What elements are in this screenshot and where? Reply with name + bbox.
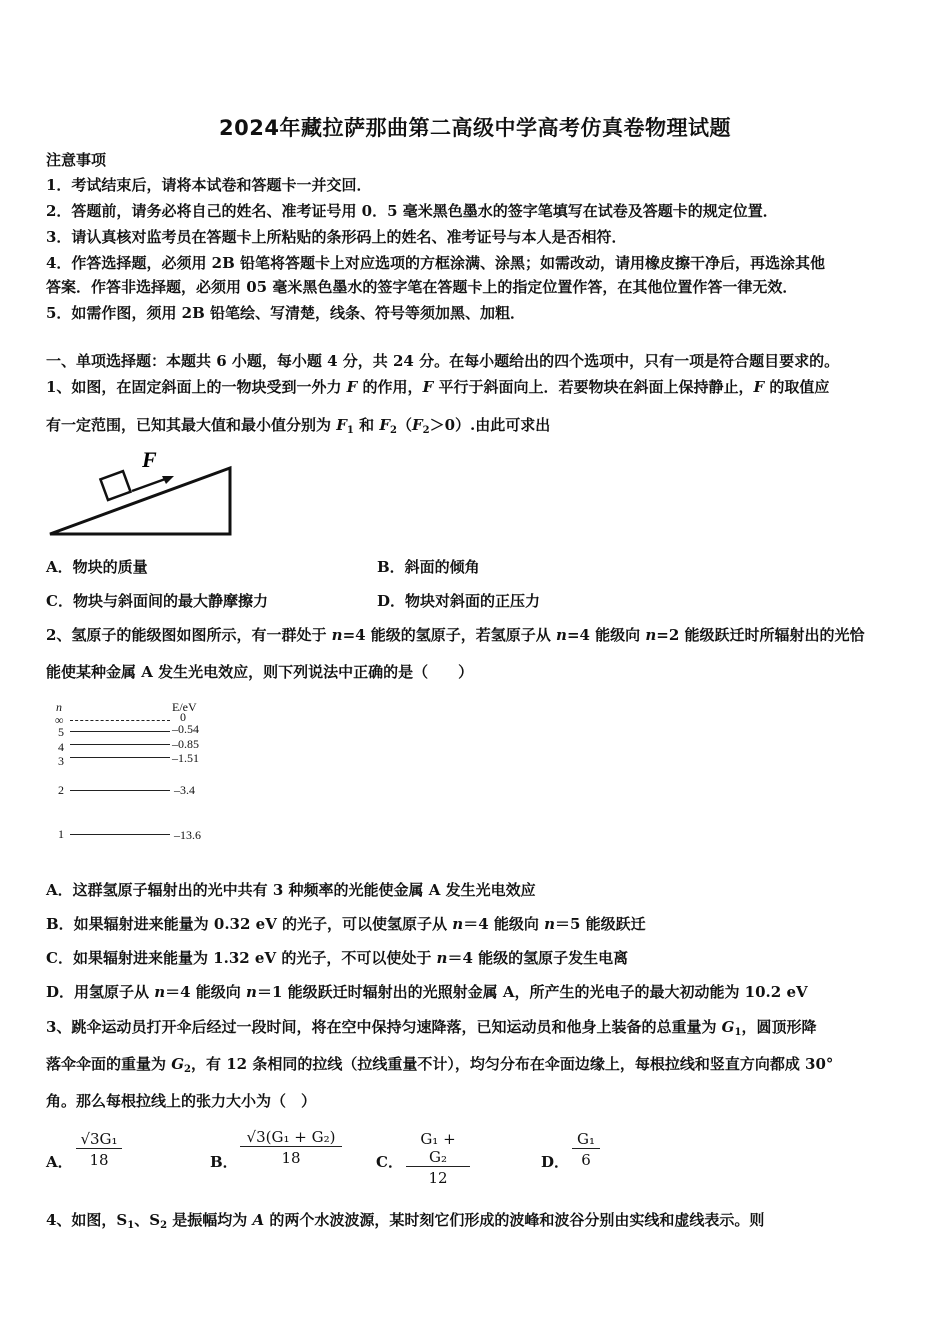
notice-item-1: 1．考试结束后，请将本试卷和答题卡一并交回． xyxy=(46,176,372,194)
notice-item-5: 5．如需作图，须用 2B 铅笔绘、写清楚，线条、符号等须加黑、加粗． xyxy=(46,304,525,322)
notice-item-2: 2．答题前，请务必将自己的姓名、准考证号用 0．5 毫米黑色墨水的签字笔填写在试卷及答题卡的规定位置． xyxy=(46,202,778,220)
q1-option-a[interactable]: A．物块的质量 xyxy=(46,558,148,576)
q3-stem-line2: 落伞伞面的重量为 $G_2$，有 12 条相同的拉线（拉线重量不计），均匀分布在伞面边缘上，每根拉线和竖直方向都成 30° xyxy=(46,1055,834,1075)
q2-option-a[interactable]: A．这群氢原子辐射出的光中共有 3 种频率的光能使金属 A 发生光电效应 xyxy=(46,881,536,899)
q1-stem-line1: 1、如图，在固定斜面上的一物块受到一外力 F 的作用，F 平行于斜面向上．若要物块在斜面上保持静止，F 的取值应 xyxy=(46,378,830,396)
level-e-5: –0.54 xyxy=(172,722,199,736)
incline-triangle xyxy=(50,468,230,534)
level-n-4: 4 xyxy=(58,740,64,754)
q2-option-b[interactable]: B．如果辐射进来能量为 0.32 eV 的光子，可以使氢原子从 n＝4 能级向 n＝5 能级跃迁 xyxy=(46,915,646,933)
level-line-5 xyxy=(70,731,170,732)
q3-option-c-fraction: $\frac{\text{G₁ + G₂}}{12}$ xyxy=(406,1130,470,1187)
level-line-1 xyxy=(70,834,170,835)
q3-option-b-fraction: $\frac{\text{√3(G₁ + G₂)}}{18}$ xyxy=(240,1128,342,1167)
level-n-1: 1 xyxy=(58,827,64,841)
q1-option-d[interactable]: D．物块对斜面的正压力 xyxy=(377,592,541,610)
notice-item-4-cont: 答案．作答非选择题，必须用 05 毫米黑色墨水的签字笔在答题卡上的指定位置作答，在其他位置作答一律无效． xyxy=(46,278,798,296)
level-line-4 xyxy=(70,744,170,745)
q2-stem-line2: 能使某种金属 A 发生光电效应，则下列说法中正确的是（ ） xyxy=(46,663,474,681)
notice-item-3: 3．请认真核对监考员在答题卡上所粘贴的条形码上的姓名、准考证号与本人是否相符． xyxy=(46,228,627,246)
force-arrow xyxy=(132,478,168,491)
block xyxy=(100,471,130,500)
level-line-3 xyxy=(70,757,170,758)
q4-stem-line1: 4、如图，$S_1$、$S_2$ 是振幅均为 A 的两个水波波源，某时刻它们形成的波峰和波谷分别由实线和虚线表示。则 xyxy=(46,1211,765,1231)
level-n-3: 3 xyxy=(58,754,64,768)
section-heading: 一、单项选择题：本题共 6 小题，每小题 4 分，共 24 分。在每小题给出的四个选项中，只有一项是符合题目要求的。 xyxy=(46,352,840,370)
level-n-inf: ∞ xyxy=(55,713,64,727)
level-e-4: –0.85 xyxy=(172,737,199,751)
q2-stem-line1: 2、氢原子的能级图如图所示，有一群处于 n=4 能级的氢原子，若氢原子从 n=4 能级向 n=2 能级跃迁时所辐射出的光恰 xyxy=(46,626,865,644)
q1-option-c[interactable]: C．物块与斜面间的最大静摩擦力 xyxy=(46,592,268,610)
n-header: n xyxy=(56,700,62,714)
level-e-1: –13.6 xyxy=(174,828,201,842)
level-e-3: –1.51 xyxy=(172,751,199,765)
q2-option-d[interactable]: D．用氢原子从 n＝4 能级向 n＝1 能级跃迁时辐射出的光照射金属 A，所产生的光电子的最大初动能为 10.2 eV xyxy=(46,983,808,1001)
q3-stem-line3: 角。那么每根拉线上的张力大小为（ ） xyxy=(46,1092,317,1110)
q1-stem-line2: 有一定范围，已知其最大值和最小值分别为 $F_1$ 和 $F_2(F_2>0)$.由此可求出 xyxy=(46,416,551,436)
level-n-5: 5 xyxy=(58,725,64,739)
q3-option-d-fraction: $\frac{\text{G₁}}{6}$ xyxy=(572,1130,600,1169)
notice-item-4: 4．作答选择题，必须用 2B 铅笔将答题卡上对应选项的方框涂满、涂黑；如需改动，请用橡皮擦干净后，再选涂其他 xyxy=(46,254,826,272)
notice-heading: 注意事项 xyxy=(46,151,107,169)
level-n-2: 2 xyxy=(58,783,64,797)
level-line-inf xyxy=(70,720,170,721)
q3-stem-line1: 3、跳伞运动员打开伞后经过一段时间，将在空中保持匀速降落，已知运动员和他身上装备的总重量为 $G_1$，圆顶形降 xyxy=(46,1018,817,1038)
page-title: 2024年藏拉萨那曲第二高级中学高考仿真卷物理试题 xyxy=(219,116,731,140)
q1-option-b[interactable]: B．斜面的倾角 xyxy=(377,558,480,576)
q2-option-c[interactable]: C．如果辐射进来能量为 1.32 eV 的光子，不可以使处于 n＝4 能级的氢原子发生电离 xyxy=(46,949,629,967)
q3-option-a-fraction: $\frac{\text{√3G₁}}{18}$ xyxy=(76,1130,122,1169)
incline-figure xyxy=(46,446,236,540)
e-header: E/eV xyxy=(172,700,197,714)
level-e-inf: 0 xyxy=(180,710,186,724)
level-e-2: –3.4 xyxy=(174,783,195,797)
level-line-2 xyxy=(70,790,170,791)
force-label: F xyxy=(142,447,157,472)
exam-page: 2024年藏拉萨那曲第二高级中学高考仿真卷物理试题 注意事项 1．考试结束后，请将本试卷和答题卡一并交回． 2．答题前，请务必将自己的姓名、准考证号用 0．5 毫米黑色墨水的签字笔填写在试卷及答题卡的规定位置． 3．请认真核对监考员在答题卡上所粘贴的条形码上的姓名、准考证号与本人是否相符． 4．作答选择题，必须用 2B 铅笔将答题卡上对应选项的方框涂满、涂黑；如需改动，请用橡皮擦干净后，再选涂其他 答案．作答非选择题，必须用 05 毫米黑色墨水的签字笔在答题卡上的指定位置作答，在其他位置作答一律无效． 5．如需作图，须用 2B 铅笔绘、写清楚，线条、符号等须加黑、加粗． 一、单项选择题：本题共 6 小题，每小题 4 分，共 24 分。在每小题给出的四个选项中，只有一项是符合题目要求的。 1、如图，在固定斜面上的一物块受到一外力 F 的作用，F 平行于斜面向上．若要物块在斜面上保持静止，F 的取值应 有一定范围，已知其最大值和最小值分别为 $F_1$ 和 $F_2(F_2>0)$.由此可求出 F A．物块的质量 B．斜面的倾角 C．物块与斜面间的最大静摩擦力 D．物块对斜面的正压力 2、氢原子的能级图如图所示，有一群处于 n=4 能级的氢原子，若氢原子从 n=4 能级向 n=2 能级跃迁时所辐射出的光恰 能使某种金属 A 发生光电效应，则下列说法中正确的是（ ） n E/eV ∞ 0 5 –0.54 4 –0.85 3 –1.51 2 –3.4 1 –13.6 A．这群氢原子辐射出的光中共有 3 种频率的光能使金属 A 发生光电效应 B．如果辐射进来能量为 0.32 eV 的光子，可以使氢原子从 n＝4 能级向 n＝5 能级跃迁 C．如果辐射进来能量为 1.32 eV 的光子，不可以使处于 n＝4 能级的氢原子发生电离 D．用氢原子从 n＝4 能级向 n＝1 能级跃迁时辐射出的光照射金属 A，所产生的光电子的最大初动能为 10.2 eV 3、跳伞运动员打开伞后经过一段时间，将在空中保持匀速降落，已知运动员和他身上装备的总重量为 $G_1$，圆顶形降 落伞伞面的重量为 $G_2$，有 12 条相同的拉线（拉线重量不计），均匀分布在伞面边缘上，每根拉线和竖直方向都成 30° 角。那么每根拉线上的张力大小为（ ） A． $\frac{\text{√3G₁}}{18}$ B． $\frac{\text{√3(G₁ + G₂)}}{18}$ C． $\frac{\text{G₁ + G₂}}{12}$ D． $\frac{\text{G₁}}{6}$ 4、如图，$S_1$、$S_2$ 是振幅均为 A 的两个水波波源，某时刻它们形成的波峰和波谷分别由实线和虚线表示。则 xyxy=(0,0,950,1344)
